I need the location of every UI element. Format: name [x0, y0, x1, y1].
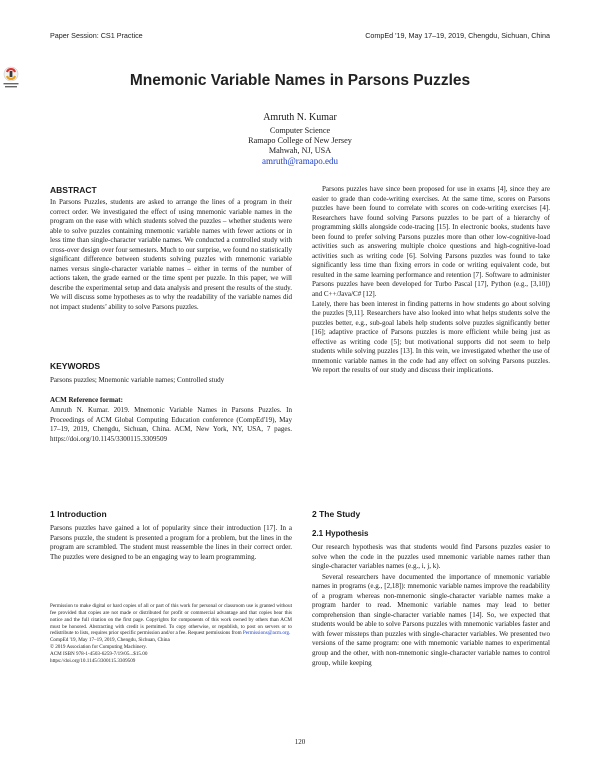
copyright-line: ACM ISBN 978-1-4503-6259-7/19/05...$15.00 [50, 650, 148, 657]
study-heading: 2 The Study [312, 509, 361, 519]
permission-notice: Permission to make digital or hard copies of all or part of this work for personal or classroom use is granted without fee provided that copies are not made or distributed for profit or commercial advantage and that copies bear this notice and the full citation on the first page. Copyrights for components of this work owned by others than ACM must be honored. Abstracting with credit is permitted. To copy otherwise, or republish, to post on servers or to redistribute to lists, requires prior specific permission and/or a fee. Request permissions from Permissions@acm.org. CompEd '19, May 17–19, 2019, Chengdu, Sichuan, China © 2019 Association for Computing Machinery. ACM ISBN 978-1-4503-6259-7/19/05...$15.00 https://doi.org/10.1145/3300115.3309509 [50, 603, 292, 664]
author-location: Mahwah, NJ, USA [268, 146, 332, 155]
hypothesis-heading: 2.1 Hypothesis [312, 529, 369, 538]
introduction-heading: 1 Introduction [50, 509, 107, 519]
author-email-link[interactable]: amruth@ramapo.edu [261, 156, 338, 166]
paragraph: Our research hypothesis was that students would find Parsons puzzles easier to solve when the code in the puzzles used mnemonic variable names rather than single-character variables names (e.g., i, j, k). [312, 543, 550, 571]
permission-text: Permission to make digital or hard copies of all or part of this work for personal or classroom use is granted without fee provided that copies are not made or distributed for profit or commercial advantage and that copies bear this notice and the full citation on the first page. Copyrights for components of this work owned by others than ACM must be honored. Abstracting with credit is permitted. To copy otherwise, or republish, to post on servers or to redistribute to lists, requires prior specific permission and/or a fee. Request permissions from [50, 603, 292, 637]
right-column-lower [312, 543, 550, 668]
right-column-upper [312, 185, 550, 376]
keywords-text: Parsons puzzles; Mnemonic variable names; Controlled study [50, 376, 225, 384]
abstract-text: In Parsons Puzzles, students are asked to arrange the lines of a program in their correct order. We investigated the effect of using mnemonic variable names in the program on the ease with which students solved the puzzles – whether students were able to solve puzzles containing mnemonic variable names with fewer actions or in less time than single-character variable names. We conducted a controlled study with cross-over design over four semesters. Much to our surprise, we found no statistically significant difference between students solving puzzles with mnemonic variable names versus single-character variable names – either in terms of the number of actions taken, the grade earned or the time spent per puzzle. In this paper, we will describe the experimental setup and data analysis and present the results of the study. We will discuss some hypotheses as to why the readability of the variable names did not impact students’ ability to solve Parsons puzzles. [50, 198, 292, 312]
copyright-line: CompEd '19, May 17–19, 2019, Chengdu, Sichuan, China [50, 637, 170, 644]
paragraph: Lately, there has been interest in finding patterns in how students go about solving the puzzles [9,11]. Researchers have also looked into what helps students solve the puzzles better, e.g., sub-goal labels help students solve puzzles significantly better [16]; adaptive practice of Parsons puzzles is more efficient while being just as effective as writing code [5]; but motivational supports did not seem to help students while solving puzzles [13]. In this vein, we investigated whether the use of mnemonic variable names in the code had any effect on solving Parsons puzzles. We report the results of our study and discuss their implications. [312, 299, 550, 375]
author-name: Amruth N. Kumar [263, 112, 337, 123]
paper-title: Mnemonic Variable Names in Parsons Puzzles [129, 72, 471, 89]
author-department: Computer Science [269, 126, 331, 135]
doi-line: https://doi.org/10.1145/3300115.3309509 [50, 657, 136, 664]
permission-email-link[interactable]: Permissions@acm.org [242, 630, 290, 637]
copyright-line: © 2019 Association for Computing Machinery. [50, 644, 147, 651]
running-header-left: Paper Session: CS1 Practice [50, 31, 143, 40]
page-number: 120 [294, 738, 306, 746]
keywords-heading: KEYWORDS [50, 361, 101, 371]
abstract-heading: ABSTRACT [50, 185, 97, 195]
paragraph: Parsons puzzles have since been proposed for use in exams [4], since they are easier to grade than code-writing exercises. At the same time, scores on Parsons puzzles have been found to correlate with scores on code-writing exercises [4]. Researchers have found solving Parsons puzzles to be part of a hierarchy of programming skills alongside code-tracing [15]. In electronic books, students have been found to prefer solving Parsons puzzles more than other low-cognitive-load activities such as answering multiple choice questions and high-cognitive-load activities such as writing code [6]. Solving Parsons puzzles was found to take significantly less time than fixing errors in code or writing equivalent code, but resulted in the same learning performance and retention [7]. Software to administer Parsons puzzles have been developed for Turbo Pascal [17], Python (e.g., [3,10]) and C++/Java/C# [12]. [312, 185, 550, 299]
author-organization: Ramapo College of New Jersey [248, 136, 352, 145]
reference-text: Amruth N. Kumar. 2019. Mnemonic Variable Names in Parsons Puzzles. In Proceedings of ACM Global Computing Education conference (CompEd'19), May 17–19, 2019, Chengdu, Sichuan, China. ACM, New York, NY, USA, 7 pages. https://doi.org/10.1145/3300115.3309509 [50, 406, 292, 443]
paragraph: Several researchers have documented the importance of mnemonic variable names in programs (e.g., [2,18]): mnemonic variable names improve the readability of a program whereas non-mnemonic single-character variable names make a program harder to read. Mnemonic variable names may lead to better comprehension than single-character variable names [14]. So, we expected that students would be able to solve Parsons puzzles with mnemonic variables faster and with fewer missteps than puzzles with single-character variables. We presented two versions of the same program: one with mnemonic variable names to experimental group and the other, with non-mnemonic single-character variable names to control group, while keeping [312, 572, 550, 667]
running-header-right: CompEd '19, May 17–19, 2019, Chengdu, Sichuan, China [365, 31, 550, 40]
introduction-text: Parsons puzzles have gained a lot of popularity since their introduction [17]. In a Parsons puzzle, the student is presented a program for a problem, but the lines in the program are scrambled. The student must reassemble the lines in their correct order. The puzzles were designed to be an engaging way to learn programming. [50, 524, 292, 561]
reference-heading: ACM Reference format: [50, 396, 123, 404]
check-for-updates-icon[interactable] [2, 66, 20, 92]
